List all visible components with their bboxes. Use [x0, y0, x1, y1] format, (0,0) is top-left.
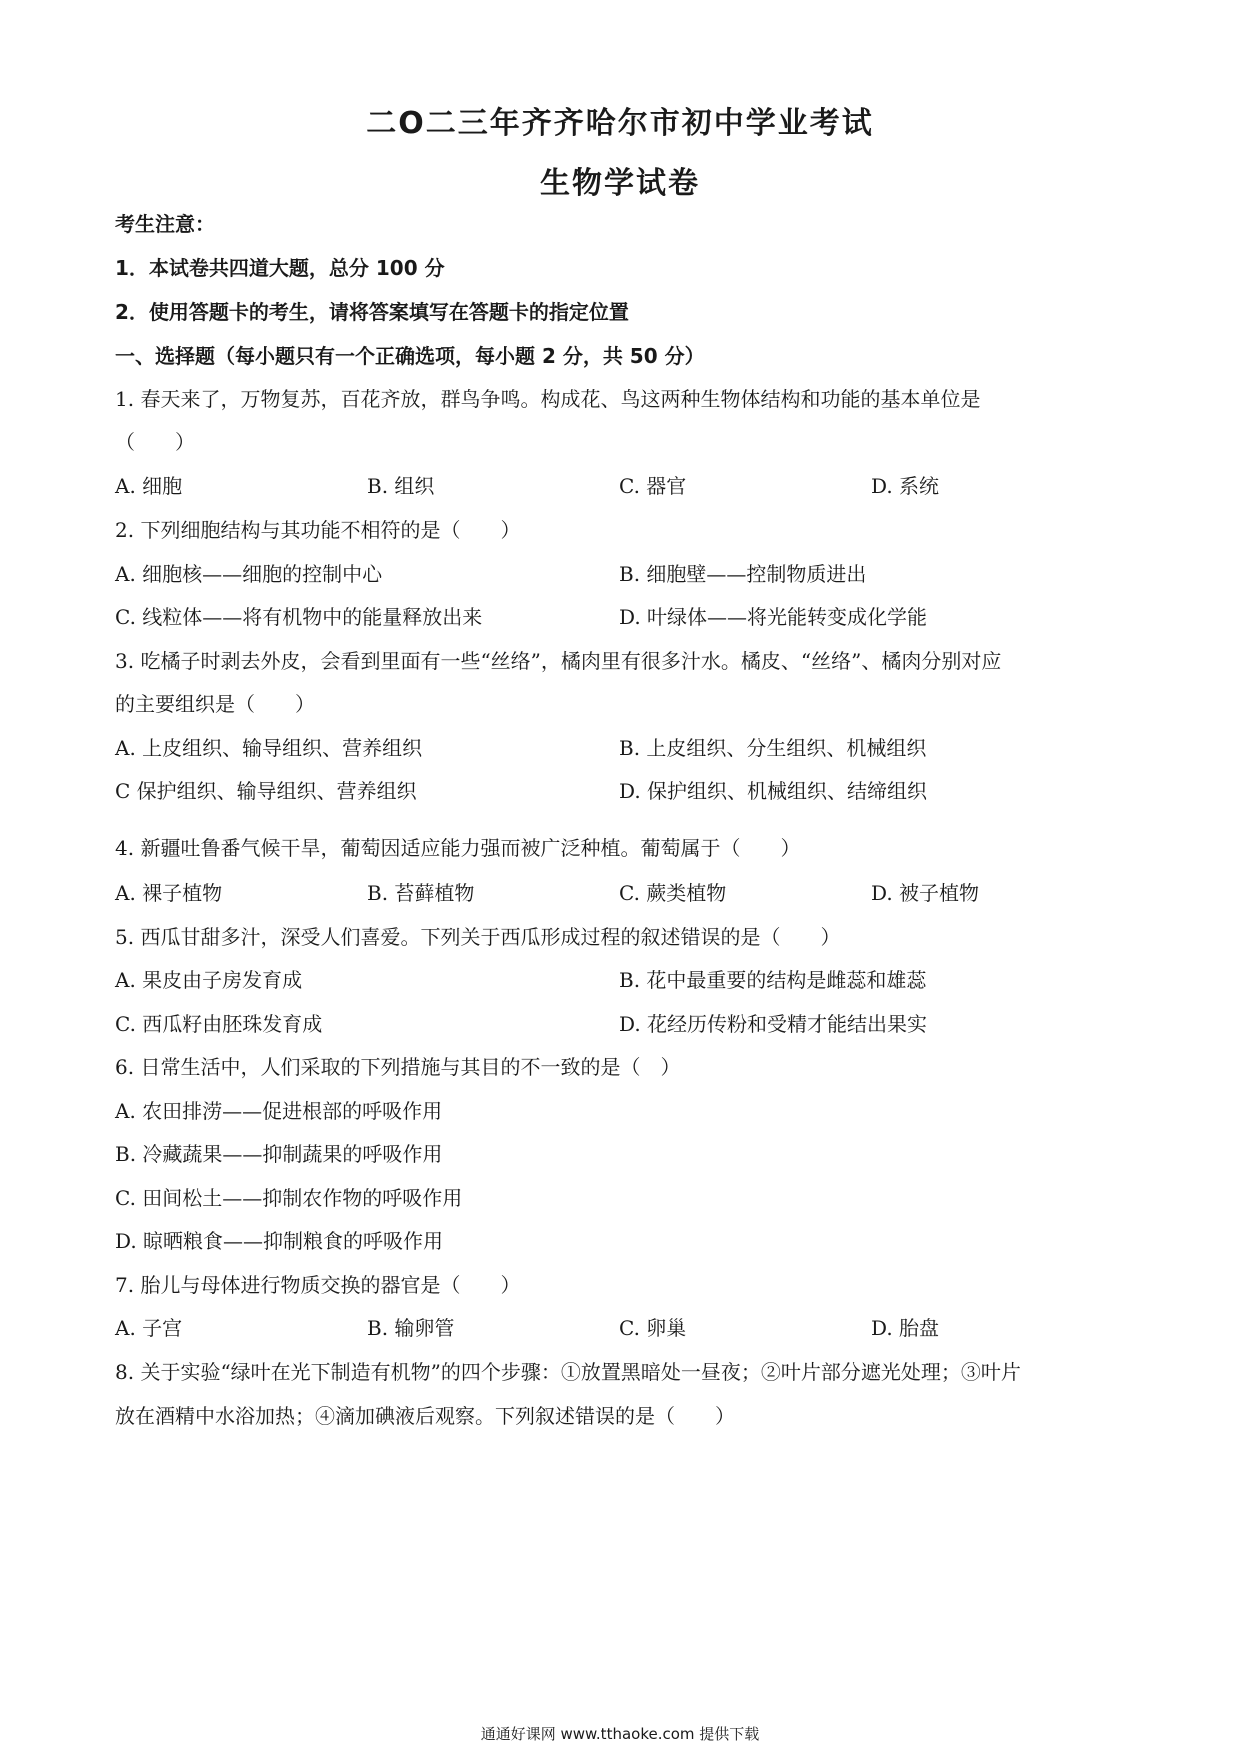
- question-7-option-b: B. 输卵管: [367, 1316, 455, 1340]
- notice-item-2: 2．使用答题卡的考生，请将答案填写在答题卡的指定位置: [115, 300, 629, 324]
- question-6-stem: 6. 日常生活中，人们采取的下列措施与其目的不一致的是（ ）: [115, 1055, 681, 1079]
- exam-title: 二O二三年齐齐哈尔市初中学业考试: [366, 106, 874, 141]
- question-4-stem: 4. 新疆吐鲁番气候干旱，葡萄因适应能力强而被广泛种植。葡萄属于（ ）: [115, 836, 801, 860]
- question-7-option-d: D. 胎盘: [871, 1316, 940, 1340]
- exam-subtitle: 生物学试卷: [540, 166, 700, 201]
- question-6-option-d: D. 晾晒粮食——抑制粮食的呼吸作用: [115, 1229, 444, 1253]
- notice-heading: 考生注意：: [115, 212, 215, 236]
- question-3-stem-cont: 的主要组织是（ ）: [115, 692, 315, 716]
- question-1-stem: 1. 春天来了，万物复苏，百花齐放，群鸟争鸣。构成花、鸟这两种生物体结构和功能的基本单位是: [115, 387, 981, 411]
- question-5-option-d: D. 花经历传粉和受精才能结出果实: [619, 1012, 928, 1036]
- question-3-option-d: D. 保护组织、机械组织、结缔组织: [619, 779, 928, 803]
- question-1-option-d: D. 系统: [871, 474, 940, 498]
- question-3-option-a: A. 上皮组织、输导组织、营养组织: [115, 736, 423, 760]
- question-5-option-c: C. 西瓜籽由胚珠发育成: [115, 1012, 323, 1036]
- question-7-option-c: C. 卵巢: [619, 1316, 687, 1340]
- notice-item-1: 1．本试卷共四道大题，总分 100 分: [115, 256, 445, 280]
- question-8-stem: 8. 关于实验“绿叶在光下制造有机物”的四个步骤：①放置黑暗处一昼夜；②叶片部分遮光处理；③叶片: [115, 1360, 1021, 1384]
- question-3-stem: 3. 吃橘子时剥去外皮，会看到里面有一些“丝络”，橘肉里有很多汁水。橘皮、“丝络”、橘肉分别对应: [115, 649, 1002, 673]
- question-4-option-a: A. 裸子植物: [115, 881, 223, 905]
- question-3-option-b: B. 上皮组织、分生组织、机械组织: [619, 736, 927, 760]
- question-5-option-a: A. 果皮由子房发育成: [115, 968, 303, 992]
- section-heading: 一、选择题（每小题只有一个正确选项，每小题 2 分，共 50 分）: [115, 344, 705, 368]
- question-7-option-a: A. 子宫: [115, 1316, 183, 1340]
- question-2-option-b: B. 细胞壁——控制物质进出: [619, 562, 867, 586]
- page-footer: 通通好课网 www.tthaoke.com 提供下载: [480, 1725, 760, 1743]
- question-1-stem-cont: （ ）: [115, 430, 195, 454]
- question-1-option-c: C. 器官: [619, 474, 687, 498]
- question-2-option-a: A. 细胞核——细胞的控制中心: [115, 562, 383, 586]
- question-7-stem: 7. 胎儿与母体进行物质交换的器官是（ ）: [115, 1273, 521, 1297]
- question-6-option-b: B. 冷藏蔬果——抑制蔬果的呼吸作用: [115, 1142, 443, 1166]
- question-3-option-c: C 保护组织、输导组织、营养组织: [115, 779, 417, 803]
- question-5-option-b: B. 花中最重要的结构是雌蕊和雄蕊: [619, 968, 927, 992]
- question-6-option-c: C. 田间松土——抑制农作物的呼吸作用: [115, 1186, 463, 1210]
- question-5-stem: 5. 西瓜甘甜多汁，深受人们喜爱。下列关于西瓜形成过程的叙述错误的是（ ）: [115, 925, 841, 949]
- question-2-stem: 2. 下列细胞结构与其功能不相符的是（ ）: [115, 518, 521, 542]
- question-4-option-c: C. 蕨类植物: [619, 881, 727, 905]
- question-4-option-d: D. 被子植物: [871, 881, 980, 905]
- question-1-option-b: B. 组织: [367, 474, 435, 498]
- question-4-option-b: B. 苔藓植物: [367, 881, 475, 905]
- question-6-option-a: A. 农田排涝——促进根部的呼吸作用: [115, 1099, 443, 1123]
- question-2-option-c: C. 线粒体——将有机物中的能量释放出来: [115, 605, 483, 629]
- question-8-stem-cont: 放在酒精中水浴加热；④滴加碘液后观察。下列叙述错误的是（ ）: [115, 1404, 735, 1428]
- question-1-option-a: A. 细胞: [115, 474, 183, 498]
- question-2-option-d: D. 叶绿体——将光能转变成化学能: [619, 605, 928, 629]
